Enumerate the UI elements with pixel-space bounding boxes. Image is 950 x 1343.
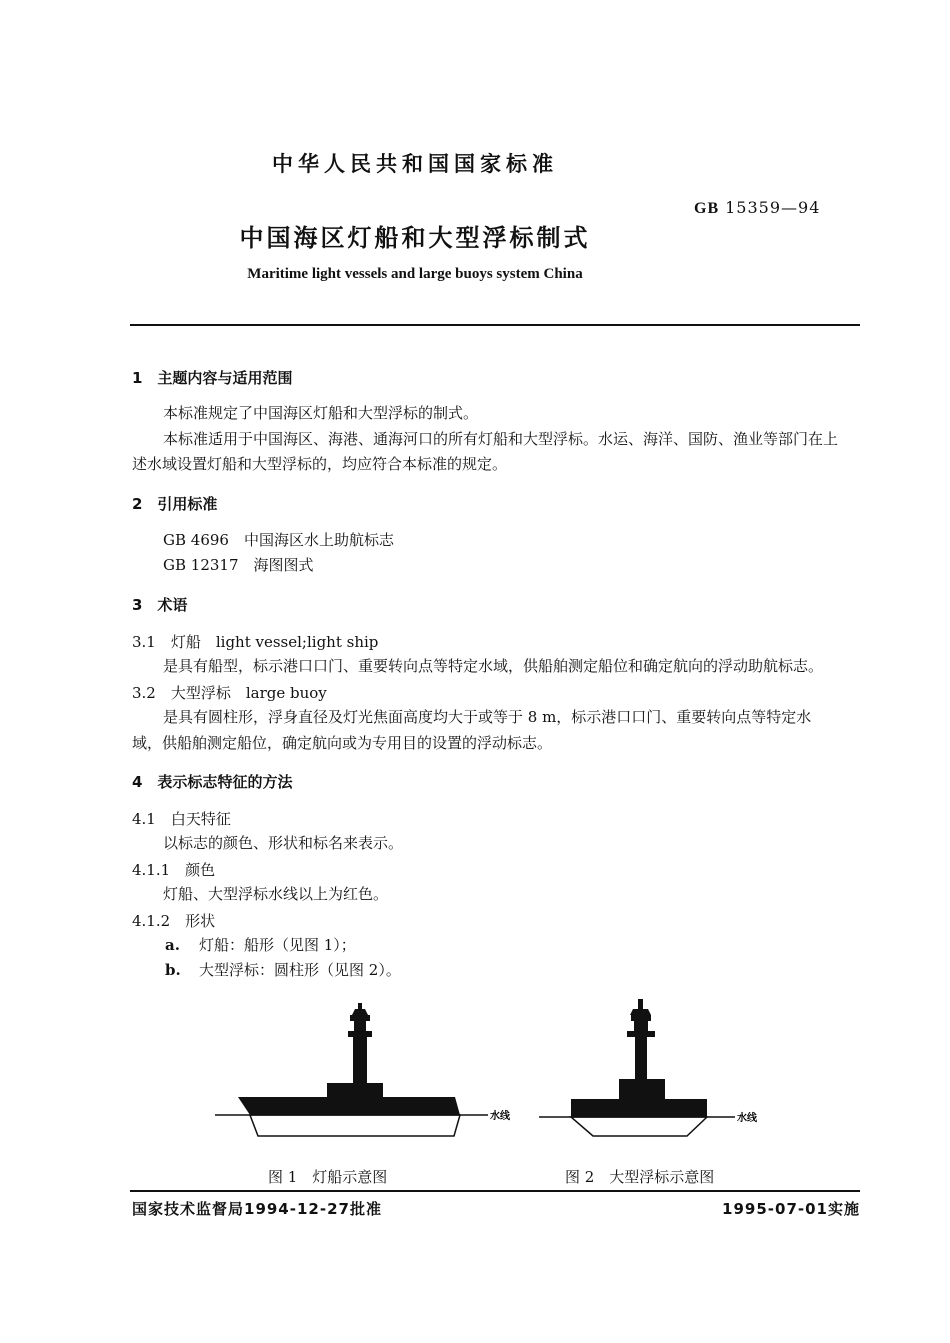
lantern xyxy=(634,1021,648,1031)
buoy-body-below-waterline xyxy=(571,1117,707,1136)
hull-above-waterline xyxy=(238,1097,460,1115)
subsection-4-1-2: 4.1.2 形状 xyxy=(132,912,216,930)
list-marker-a: a. xyxy=(165,936,180,954)
reference-item: GB 4696 中国海区水上助航标志 xyxy=(163,531,394,549)
subsection-4-1-1-text: 灯船、大型浮标水线以上为红色。 xyxy=(163,885,389,903)
mast xyxy=(635,1037,647,1079)
superstructure xyxy=(327,1083,383,1097)
term-3-1-definition: 是具有船型，标示港口口门、重要转向点等特定水域，供船舶测定船位和确定航向的浮动助航标志。 xyxy=(163,657,824,675)
subsection-4-1-1: 4.1.1 颜色 xyxy=(132,861,216,879)
effective-date: 1995-07-01实施 xyxy=(722,1200,860,1218)
standard-code xyxy=(694,198,820,218)
subsection-4-1: 4.1 白天特征 xyxy=(132,810,231,828)
page-title: 中国海区灯船和大型浮标制式 xyxy=(239,224,591,252)
footer-divider xyxy=(130,1190,860,1192)
section-4-heading: 4 表示标志特征的方法 xyxy=(132,773,293,791)
section-3-heading: 3 术语 xyxy=(132,596,188,614)
superstructure xyxy=(619,1079,665,1099)
reference-item: GB 12317 海图图式 xyxy=(163,556,314,574)
term-3-2-definition-a: 是具有圆柱形，浮身直径及灯光焦面高度均大于或等于 8 m，标示港口口门、重要转向点等特定水 xyxy=(163,708,812,726)
section-1-heading: 1 主题内容与适用范围 xyxy=(132,369,293,387)
term-3-2-label: 3.2 大型浮标 large buoy xyxy=(132,684,327,702)
waterline-label: 水线 xyxy=(490,1111,510,1122)
lantern-roof xyxy=(352,1009,368,1015)
section-1-para-2a: 本标准适用于中国海区、海港、通海河口的所有灯船和大型浮标。水运、海洋、国防、渔业等部门在上 xyxy=(163,430,839,448)
section-1-para-1: 本标准规定了中国海区灯船和大型浮标的制式。 xyxy=(163,404,479,422)
code-number: 15359—94 xyxy=(725,198,821,217)
code-prefix: GB xyxy=(694,200,720,217)
mast xyxy=(353,1037,367,1083)
header-divider xyxy=(130,324,860,326)
lantern-roof xyxy=(630,1009,651,1015)
term-3-1-label: 3.1 灯船 light vessel;light ship xyxy=(132,633,379,651)
figure-2-caption: 图 2 大型浮标示意图 xyxy=(565,1168,715,1186)
lantern-platform xyxy=(627,1031,655,1037)
list-item-b: 大型浮标：圆柱形（见图 2）。 xyxy=(199,961,401,979)
figure-2-large-buoy xyxy=(535,995,775,1145)
lantern-band xyxy=(350,1015,370,1021)
buoy-body-above-waterline xyxy=(571,1099,707,1117)
approval-date: 国家技术监督局1994-12-27批准 xyxy=(132,1200,382,1218)
lantern-band xyxy=(631,1015,651,1021)
term-3-2-definition-b: 域，供船舶测定船位，确定航向或为专用目的设置的浮动标志。 xyxy=(132,734,553,752)
subsection-4-1-text: 以标志的颜色、形状和标名来表示。 xyxy=(163,834,404,852)
hull-below-waterline xyxy=(250,1115,460,1136)
mast-top xyxy=(358,1003,362,1009)
figure-1-light-vessel xyxy=(210,995,530,1145)
mast-top xyxy=(638,999,643,1009)
lantern-platform xyxy=(348,1031,372,1037)
list-item-a: 灯船：船形（见图 1）； xyxy=(199,936,356,954)
standard-header: 中华人民共和国国家标准 xyxy=(272,152,558,176)
page-title-english: Maritime light vessels and large buoys system China xyxy=(247,266,583,282)
section-2-heading: 2 引用标准 xyxy=(132,495,218,513)
section-1-para-2b: 述水域设置灯船和大型浮标的，均应符合本标准的规定。 xyxy=(132,455,508,473)
figure-1-caption: 图 1 灯船示意图 xyxy=(268,1168,388,1186)
lantern xyxy=(354,1021,366,1031)
waterline-label: 水线 xyxy=(737,1113,757,1124)
list-marker-b: b. xyxy=(165,961,181,979)
